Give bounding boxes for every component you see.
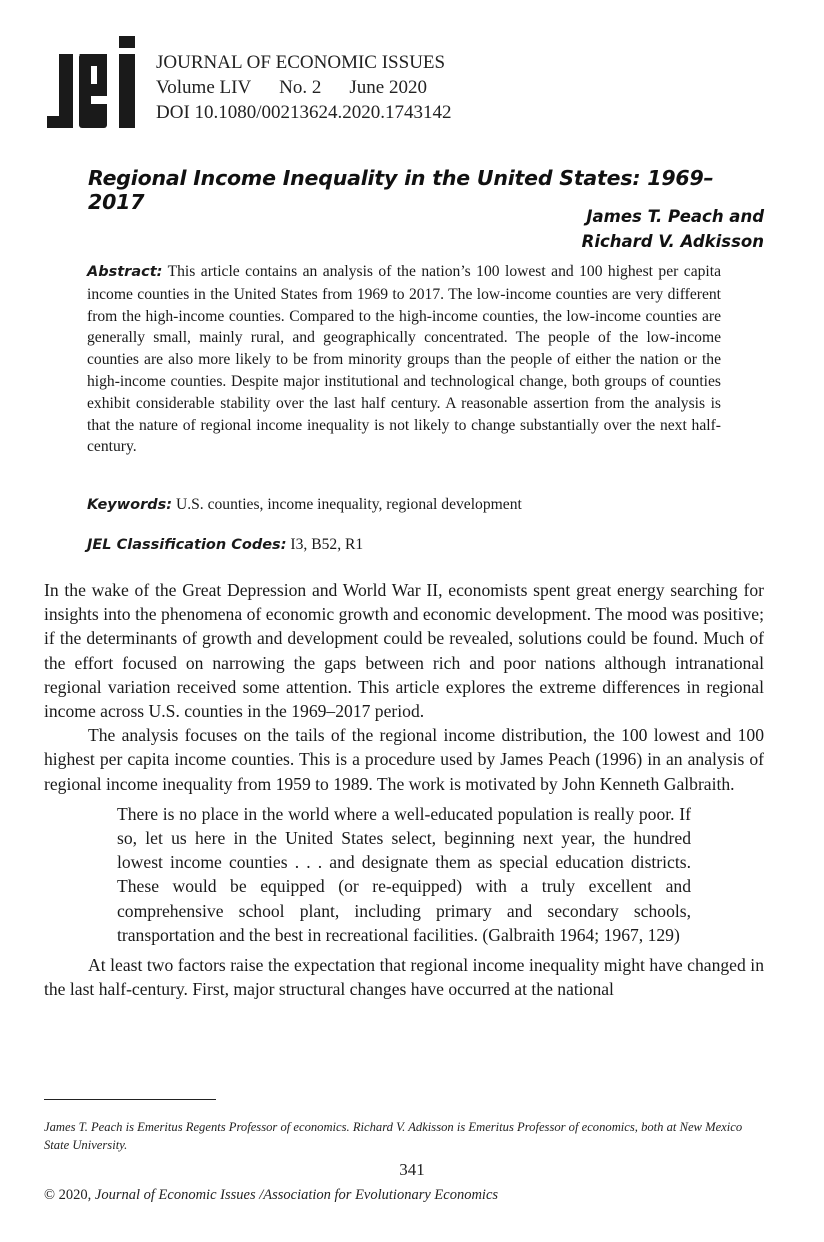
jel-codes xyxy=(87,534,727,556)
author-footnote: James T. Peach is Emeritus Regents Professor of economics. Richard V. Adkisson is Emeritus Professor of economics, both at New Mexico State University. xyxy=(44,1120,743,1152)
copyright-prefix: © 2020, xyxy=(44,1187,95,1203)
journal-header xyxy=(156,50,452,125)
abstract xyxy=(87,261,721,458)
galbraith-quote: There is no place in the world where a well-educated population is really poor. If so, let us here in the United States select, beginning next year, the hundred lowest income counties . . . and designate them as special education districts. These would be equipped (or re-equipped) with a truly excellent and comprehensive school plant, including primary and secondary schools, transportation and the best in recreational facilities. (Galbraith 1964; 1967, 129) xyxy=(117,803,691,945)
keywords xyxy=(87,494,727,516)
journal-doi: DOI 10.1080/00213624.2020.1743142 xyxy=(156,102,452,123)
keywords-text: U.S. counties, income inequality, regional development xyxy=(175,496,522,513)
jel-label: JEL Classification Codes: xyxy=(87,537,287,553)
abstract-label: Abstract: xyxy=(87,264,163,280)
keywords-label: Keywords: xyxy=(87,497,173,513)
journal-logo xyxy=(47,36,137,130)
article-body xyxy=(44,578,764,1001)
body-paragraph-2: The analysis focuses on the tails of the regional income distribution, the 100 lowest and 100 highest per capita income counties. This is a procedure used by James Peach (1996) in an analysis of regional income inequality from 1959 to 1989. The work is motivated by John Kenneth Galbraith. xyxy=(44,725,764,794)
body-paragraph-3: At least two factors raise the expectation that regional income inequality might have changed in the last half-century. First, major structural changes have occurred at the national xyxy=(44,955,764,1000)
author-2: Richard V. Adkisson xyxy=(581,232,764,251)
journal-number: No. 2 xyxy=(279,77,322,98)
page-number: 341 xyxy=(399,1160,425,1179)
journal-name: JOURNAL OF ECONOMIC ISSUES xyxy=(156,52,446,73)
journal-volume: Volume LIV xyxy=(156,77,252,98)
abstract-text: This article contains an analysis of the nation’s 100 lowest and 100 highest per capita income counties in the United States from 1969 to 2017. The low-income counties are very different from the high-income counties. Compared to the high-income counties, the low-income counties are generally small, mainly rural, and geographically concentrated. The people of the low-income counties are also more likely to be from minority groups than the people of either the nation or the high-income counties. Despite major institutional and technological change, both groups of counties exhibit considerable stability over the last half century. A reasonable assertion from the analysis is that the nature of regional income inequality is not likely to change substantially over the next half-century. xyxy=(87,263,721,456)
body-paragraph-1: In the wake of the Great Depression and World War II, economists spent great energy searching for insights into the phenomena of economic growth and economic development. The mood was positive; if the determinants of growth and development could be revealed, solutions could be found. Much of the effort focused on narrowing the gaps between rich and poor nations although intranational regional variation received some attention. This article explores the extreme differences in regional income across U.S. counties in the 1969–2017 period. xyxy=(44,580,764,722)
copyright-line xyxy=(44,1187,498,1204)
jel-text: I3, B52, R1 xyxy=(290,536,364,553)
footnote-divider xyxy=(44,1099,216,1100)
article-authors xyxy=(582,204,764,254)
jei-logo-icon xyxy=(47,36,137,130)
journal-issue xyxy=(156,75,452,100)
article-title: Regional Income Inequality in the United States: 1969–2017 xyxy=(88,166,714,214)
copyright-text: Journal of Economic Issues /Association for Evolutionary Economics xyxy=(94,1187,499,1203)
journal-date: June 2020 xyxy=(349,77,427,98)
author-1: James T. Peach and xyxy=(586,207,764,226)
